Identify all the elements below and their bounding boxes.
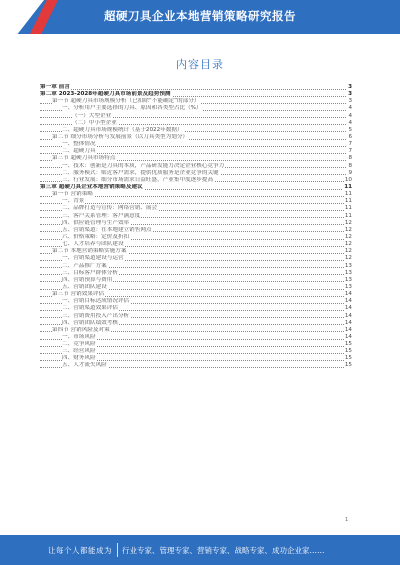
toc-entry[interactable] <box>40 198 352 205</box>
toc-entry-page: 13 <box>344 262 352 269</box>
toc-entry-label: 二、品牌打造与宣传：网络营销、展会 <box>62 205 158 212</box>
toc-entry-page: 11 <box>344 205 352 212</box>
toc-entry-page: 12 <box>344 219 352 226</box>
toc-entry-page: 3 <box>348 98 352 105</box>
toc-entry[interactable] <box>40 313 352 320</box>
toc-entry-label: 二、超硬刀具 <box>62 148 96 155</box>
toc-entry-label: 第三节 营销效果评估 <box>52 291 105 298</box>
toc-entry-label: 第三节 超硬刀具市场特点 <box>52 155 116 162</box>
toc-entry-page: 14 <box>344 326 352 333</box>
toc-entry[interactable] <box>40 177 352 184</box>
toc-entry[interactable] <box>40 255 352 262</box>
toc-entry-page: 13 <box>344 269 352 276</box>
toc-entry[interactable] <box>40 98 352 105</box>
toc-entry-page: 4 <box>348 112 352 119</box>
footer-slogan-left: 让每个人都能成为 <box>48 546 112 555</box>
toc-entry[interactable] <box>40 341 352 348</box>
toc-entry-label: 二、服务模式：贴近客户需求，提供优质服务是企业竞争的关键 <box>62 169 219 176</box>
toc-entry[interactable] <box>40 155 352 162</box>
toc-entry-label: 五、人才流失风险 <box>62 362 107 369</box>
toc-entry-page: 10 <box>344 176 352 183</box>
toc-leader-dots <box>40 89 346 90</box>
toc-entry[interactable] <box>40 248 352 255</box>
toc-entry-label: 第二章 2023-2028年超硬刀具市场前景及趋势预测 <box>40 91 171 98</box>
toc-entry[interactable] <box>40 170 352 177</box>
toc-entry-label: 第二节 本地营销策略实施方案 <box>52 248 127 255</box>
toc-entry-page: 12 <box>344 233 352 240</box>
toc-entry[interactable] <box>40 84 352 91</box>
toc-entry-page: 12 <box>344 248 352 255</box>
toc-entry-label: 五、营销团队建设 <box>62 283 107 290</box>
toc-entry[interactable] <box>40 134 352 141</box>
table-of-contents <box>40 84 352 370</box>
toc-entry-page: 15 <box>344 362 352 369</box>
toc-entry-label: 三、目标客户群体分析 <box>62 269 118 276</box>
toc-entry-label: 一、营销目标达成情况评估 <box>62 298 130 305</box>
toc-entry[interactable] <box>40 220 352 227</box>
toc-entry-page: 14 <box>344 312 352 319</box>
toc-entry-page: 9 <box>348 169 352 176</box>
toc-entry-page: 14 <box>344 291 352 298</box>
toc-entry[interactable] <box>40 227 352 234</box>
toc-entry-page: 11 <box>344 191 352 198</box>
toc-entry[interactable] <box>40 91 352 98</box>
toc-entry-label: 第四节 营销风险及对策 <box>52 326 110 333</box>
toc-entry-label: 第一章 前言 <box>40 84 70 90</box>
toc-leader-dots <box>40 203 346 204</box>
toc-entry-label: 三、经营风险 <box>62 348 96 355</box>
toc-entry[interactable] <box>40 241 352 248</box>
toc-entry-page: 8 <box>348 162 352 169</box>
toc-entry-page: 14 <box>344 319 352 326</box>
toc-entry[interactable] <box>40 362 352 369</box>
toc-entry-label: 一、分析用户主要选择的刀具、原因和各类型占比（%） <box>62 105 202 112</box>
toc-entry-label: 一、整体情况 <box>62 141 96 148</box>
toc-entry-label: 二、竞争风险 <box>62 341 96 348</box>
toc-entry-label: 一、市场风险 <box>62 333 96 340</box>
toc-entry-page: 14 <box>344 305 352 312</box>
toc-entry[interactable] <box>40 234 352 241</box>
footer-divider <box>117 543 118 557</box>
toc-entry-page: 7 <box>348 148 352 155</box>
footer-band <box>0 535 400 565</box>
toc-entry-label: 三、客户关系管理：客户满意度 <box>62 212 141 219</box>
toc-entry-page: 4 <box>348 105 352 112</box>
toc-entry-page: 11 <box>344 198 352 205</box>
toc-entry[interactable] <box>40 334 352 341</box>
toc-entry[interactable] <box>40 205 352 212</box>
toc-entry-label: 二、营销渠道效果评估 <box>62 305 118 312</box>
toc-entry-page: 12 <box>344 255 352 262</box>
toc-entry-label: （一）大型企业 <box>72 112 112 119</box>
toc-entry[interactable] <box>40 305 352 312</box>
toc-entry-page: 7 <box>348 141 352 148</box>
toc-entry[interactable] <box>40 348 352 355</box>
toc-heading: 内容目录 <box>176 58 224 71</box>
toc-entry[interactable] <box>40 327 352 334</box>
toc-entry[interactable] <box>40 113 352 120</box>
toc-entry-label: 七、人才培养与团队建设 <box>62 241 124 248</box>
toc-entry[interactable] <box>40 320 352 327</box>
header-band <box>0 0 400 34</box>
toc-entry-page: 15 <box>344 348 352 355</box>
toc-entry[interactable] <box>40 284 352 291</box>
toc-entry-label: 一、技术：创新是刀具的本质，产品研发能力决定企业核心竞争力 <box>62 162 225 169</box>
toc-entry[interactable] <box>40 291 352 298</box>
toc-entry-label: 第三章 超硬刀具企业本地营销策略及建议 <box>40 183 143 190</box>
report-title: 超硬刀具企业本地营销策略研究报告 <box>104 9 296 23</box>
toc-entry-page: 11 <box>344 183 352 190</box>
toc-entry-page: 12 <box>344 226 352 233</box>
toc-entry-label: 四、营销预算与费用 <box>62 276 113 283</box>
toc-entry-label: 四、财务风险 <box>62 355 96 362</box>
toc-entry-label: 一、营销渠道建设与运营 <box>62 255 124 262</box>
toc-entry-page: 8 <box>348 155 352 162</box>
toc-entry-page: 6 <box>348 133 352 140</box>
toc-entry-page: 3 <box>348 84 352 90</box>
toc-entry[interactable] <box>40 120 352 127</box>
toc-entry[interactable] <box>40 105 352 112</box>
toc-entry-page: 13 <box>344 276 352 283</box>
toc-entry-page: 15 <box>344 341 352 348</box>
toc-entry-label: 第一节 超硬刀具市场规模分析（已扣除“不能确定”的部分） <box>52 98 200 105</box>
toc-entry[interactable] <box>40 127 352 134</box>
toc-entry-page: 14 <box>344 333 352 340</box>
footer-slogan-right: 行业专家、管理专家、营销专家、战略专家、成功企业家…… <box>122 546 325 555</box>
toc-entry[interactable] <box>40 184 352 191</box>
toc-entry-label: 六、价格策略：定价及折扣 <box>62 233 130 240</box>
toc-entry[interactable] <box>40 263 352 270</box>
toc-entry[interactable] <box>40 148 352 155</box>
toc-entry-page: 5 <box>348 126 352 133</box>
toc-entry-label: 第一节 营销策略 <box>52 191 93 198</box>
toc-entry-label: 三、营销费用投入产出分析 <box>62 312 130 319</box>
toc-entry-page: 11 <box>344 212 352 219</box>
toc-entry-label: 四、营销团队绩效考核 <box>62 319 118 326</box>
toc-entry-label: 一、背景 <box>62 198 85 205</box>
toc-entry[interactable] <box>40 163 352 170</box>
toc-entry-page: 4 <box>348 119 352 126</box>
toc-entry-label: 三、行业发展：细分市场需求日益旺盛，产业集中度逐步提高 <box>62 176 214 183</box>
toc-entry-label: 二、产品推广方案 <box>62 262 107 269</box>
toc-entry[interactable] <box>40 270 352 277</box>
toc-entry-page: 13 <box>344 283 352 290</box>
toc-entry[interactable] <box>40 355 352 362</box>
toc-entry-label: （二）中小型企业 <box>72 119 117 126</box>
toc-entry[interactable] <box>40 213 352 220</box>
page-number: 1 <box>345 517 349 523</box>
toc-entry-label: 五、营销渠道：在本地建立销售网点 <box>62 226 152 233</box>
toc-entry-label: 二、超硬刀具市场规模统计（基于2022年数据） <box>62 126 183 133</box>
toc-entry[interactable] <box>40 298 352 305</box>
toc-entry-page: 12 <box>344 241 352 248</box>
toc-entry-page: 14 <box>344 298 352 305</box>
toc-entry-page: 15 <box>344 355 352 362</box>
toc-entry-page: 3 <box>348 91 352 98</box>
toc-entry[interactable] <box>40 141 352 148</box>
toc-entry[interactable] <box>40 277 352 284</box>
toc-entry[interactable] <box>40 191 352 198</box>
toc-entry-label: 第二节 细分市场分析与发展前景（以刀具类型为划分） <box>52 133 189 140</box>
toc-entry-label: 四、供应链管理与生产效率 <box>62 219 130 226</box>
